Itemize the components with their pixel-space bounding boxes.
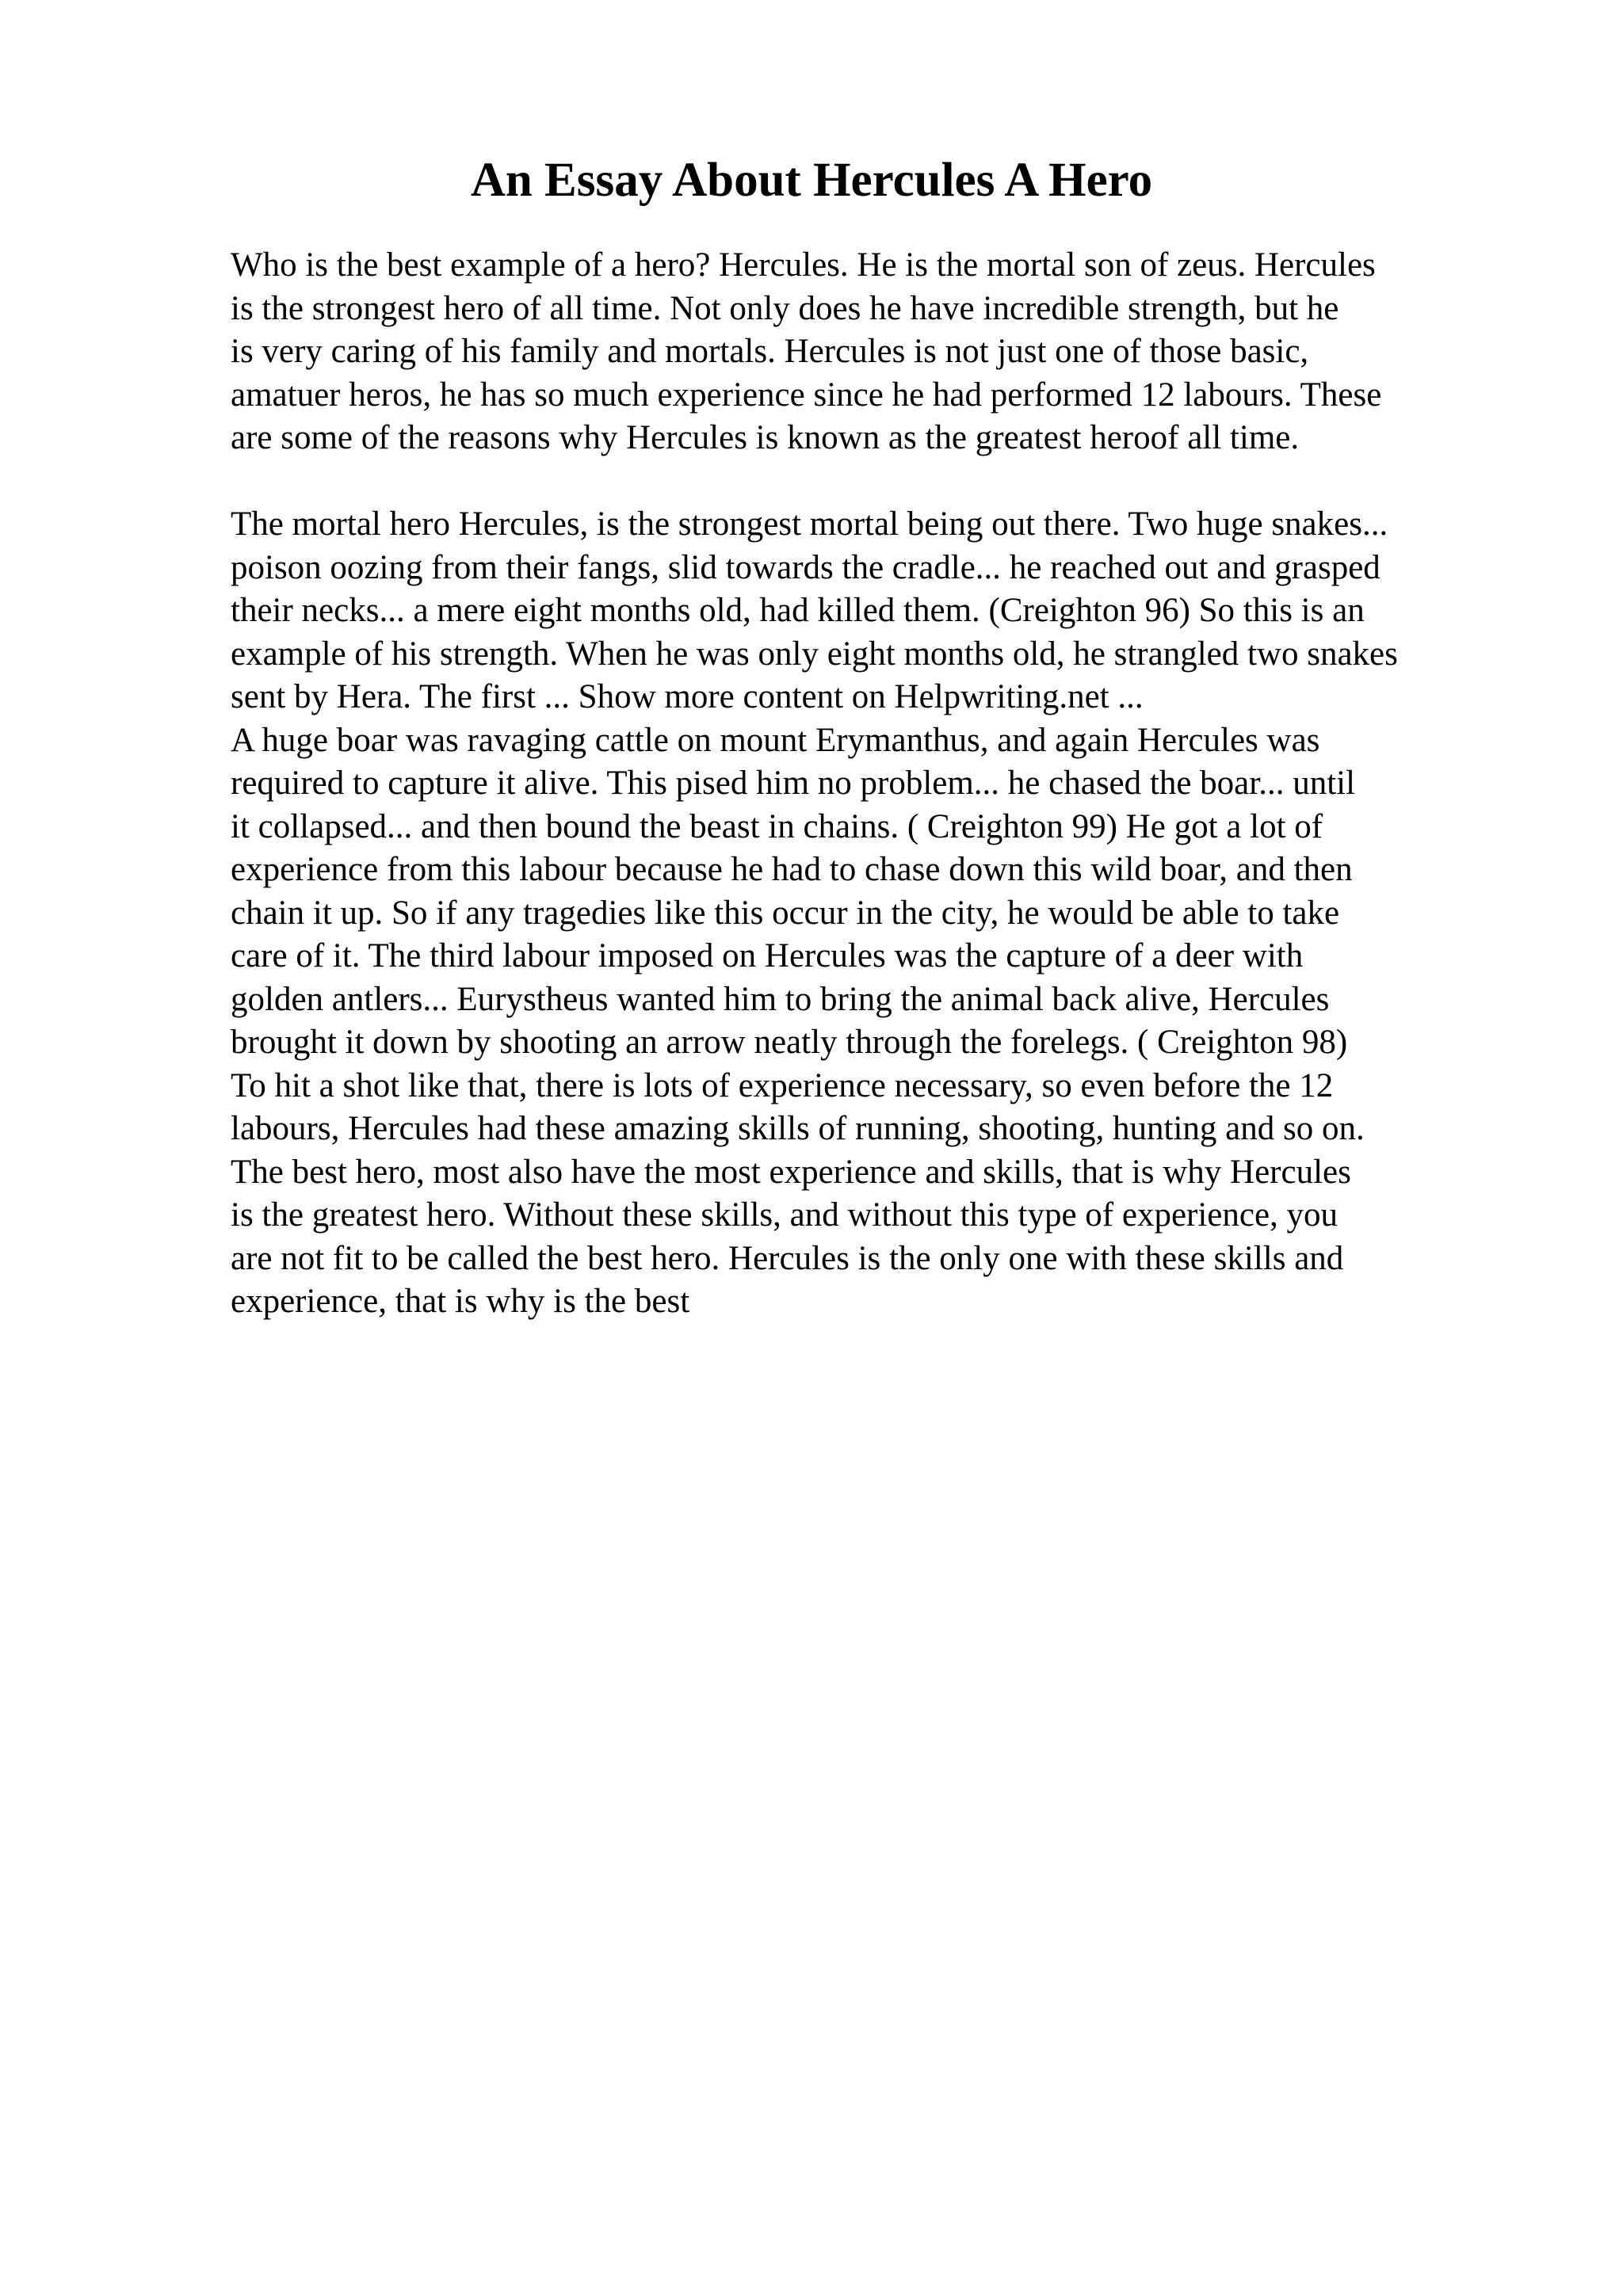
- text-line: chain it up. So if any tragedies like this occur in the city, he would be able to take: [231, 894, 1340, 932]
- page-title: An Essay About Hercules A Hero: [470, 154, 1153, 207]
- text-line: labours, Hercules had these amazing skills of running, shooting, hunting and so on.: [231, 1110, 1365, 1147]
- text-line: is the strongest hero of all time. Not only does he have incredible strength, but he: [231, 289, 1339, 327]
- text-line: poison oozing from their fangs, slid towards the cradle... he reached out and grasped: [231, 548, 1381, 586]
- text-line: example of his strength. When he was only eight months old, he strangled two snakes: [231, 635, 1398, 673]
- paragraph-spacer: [231, 460, 1499, 504]
- text-line: is the greatest hero. Without these skills, and without this type of experience, you: [231, 1196, 1338, 1234]
- paragraph-main: [231, 503, 1499, 1324]
- text-line: golden antlers... Eurystheus wanted him to bring the animal back alive, Hercules: [231, 980, 1330, 1018]
- text-line: The best hero, most also have the most experience and skills, that is why Hercules: [231, 1153, 1351, 1191]
- text-line: experience from this labour because he had to chase down this wild boar, and then: [231, 851, 1353, 888]
- paragraph-intro: [231, 244, 1499, 460]
- text-line: To hit a shot like that, there is lots of experience necessary, so even before the 12: [231, 1066, 1334, 1104]
- text-line: are some of the reasons why Hercules is known as the greatest heroof all time.: [231, 419, 1300, 456]
- text-line: experience, that is why is the best: [231, 1283, 690, 1320]
- text-line: A huge boar was ravaging cattle on mount Erymanthus, and again Hercules was: [231, 721, 1320, 759]
- text-line: it collapsed... and then bound the beast in chains. ( Creighton 99) He got a lot of: [231, 807, 1323, 845]
- text-line: Who is the best example of a hero? Hercules. He is the mortal son of zeus. Hercules: [231, 246, 1376, 284]
- text-line: sent by Hera. The first ... Show more content on Helpwriting.net ...: [231, 678, 1144, 715]
- text-line: care of it. The third labour imposed on Hercules was the capture of a deer with: [231, 937, 1304, 974]
- text-line: required to capture it alive. This pised him no problem... he chased the boar... until: [231, 765, 1356, 802]
- text-line: amatuer heros, he has so much experience since he had performed 12 labours. These: [231, 376, 1382, 414]
- text-line: are not fit to be called the best hero. Hercules is the only one with these skills and: [231, 1239, 1344, 1277]
- text-line: The mortal hero Hercules, is the strongest mortal being out there. Two huge snakes...: [231, 505, 1388, 543]
- essay-body: [231, 244, 1499, 1324]
- text-line: brought it down by shooting an arrow neatly through the forelegs. ( Creighton 98): [231, 1024, 1348, 1061]
- text-line: is very caring of his family and mortals. Hercules is not just one of those basic,: [231, 333, 1309, 370]
- text-line: their necks... a mere eight months old, had killed them. (Creighton 96) So this is an: [231, 592, 1365, 629]
